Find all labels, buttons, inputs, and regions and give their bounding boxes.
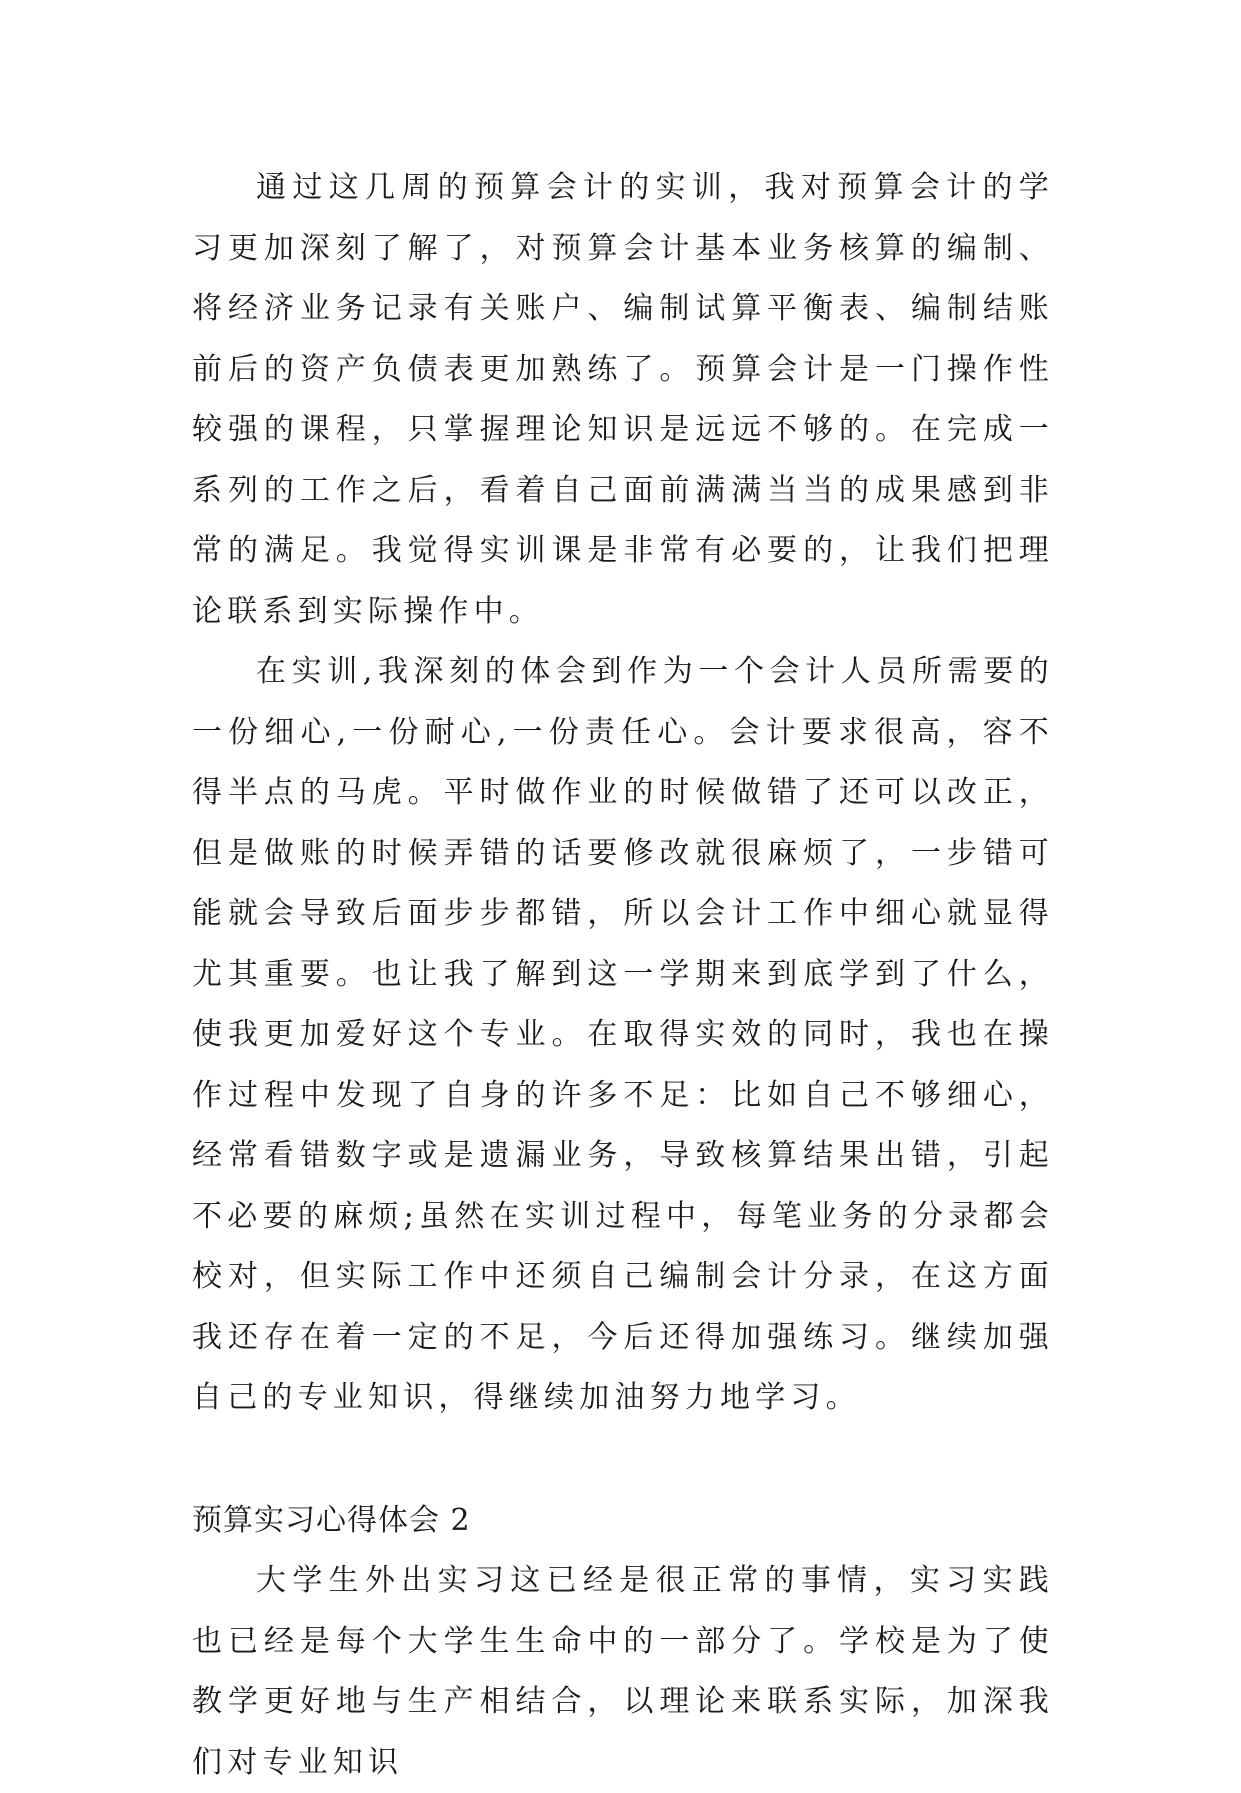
section-heading: 预算实习心得体会 2 xyxy=(192,1502,471,1538)
document-body xyxy=(192,158,1054,1793)
paragraph-3: 大学生外出实习这已经是很正常的事情，实习实践也已经是每个大学生生命中的一部分了。学校是为了使教学更好地与生产相结合，以理论来联系实际，加深我们对专业知识 xyxy=(192,1563,1054,1780)
paragraph-1: 通过这几周的预算会计的实训，我对预算会计的学习更加深刻了解了，对预算会计基本业务核算的编制、将经济业务记录有关账户、编制试算平衡表、编制结账前后的资产负债表更加熟练了。预算会计是一门操作性较强的课程，只掌握理论知识是远远不够的。在完成一系列的工作之后，看着自己面前满满当当的成果感到非常的满足。我觉得实训课是非常有必要的，让我们把理论联系到实际操作中。 xyxy=(192,170,1054,629)
paragraph-2: 在实训,我深刻的体会到作为一个会计人员所需要的一份细心,一份耐心,一份责任心。会计要求很高，容不得半点的马虎。平时做作业的时候做错了还可以改正，但是做账的时候弄错的话要修改就很麻烦了，一步错可能就会导致后面步步都错，所以会计工作中细心就显得尤其重要。也让我了解到这一学期来到底学到了什么，使我更加爱好这个专业。在取得实效的同时，我也在操作过程中发现了自身的许多不足：比如自己不够细心，经常看错数字或是遗漏业务，导致核算结果出错，引起不必要的麻烦;虽然在实训过程中，每笔业务的分录都会校对，但实际工作中还须自己编制会计分录，在这方面我还存在着一定的不足，今后还得加强练习。继续加强自己的专业知识，得继续加油努力地学习。 xyxy=(192,654,1054,1415)
